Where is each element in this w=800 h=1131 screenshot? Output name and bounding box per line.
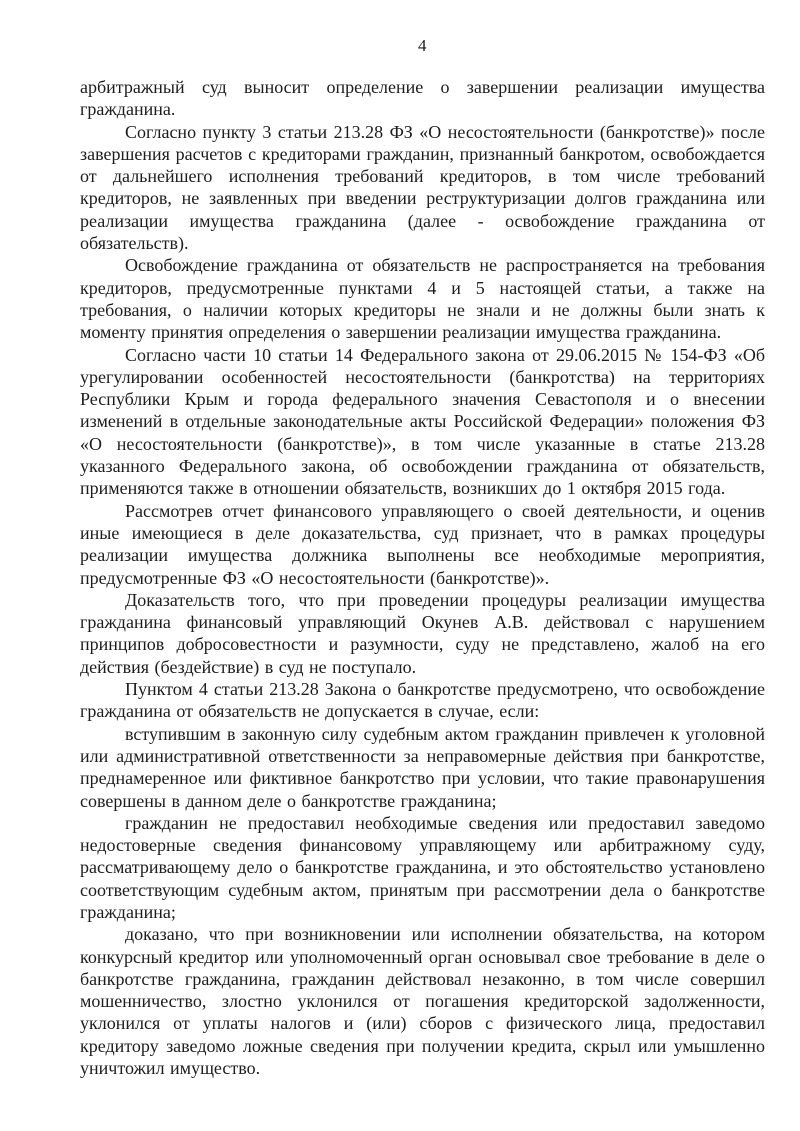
paragraph-continuation: арбитражный суд выносит определение о завершении реализации имущества гражданина. [80,77,765,120]
paragraph: гражданин не предоставил необходимые сведения или предоставил заведомо недостоверные сведения финансовому управляющему или арбитражному суду, рассматривающему дело о банкротстве гражданина, и это обстоятельство установлено соответствующим судебным актом, принятым при рассмотрении дела о банкротстве гражданина; [80,812,765,922]
paragraph: Согласно пункту 3 статьи 213.28 ФЗ «О несостоятельности (банкротстве)» после завершения расчетов с кредиторами гражданин, признанный банкротом, освобождается от дальнейшего исполнения требований кредиторов, в том числе требований кредиторов, не заявленных при введении реструктуризации долгов гражданина или реализации имущества гражданина (далее - освобождение гражданина от обязательств). [80,121,765,254]
paragraph: доказано, что при возникновении или исполнении обязательства, на котором конкурсный кредитор или уполномоченный орган основывал свое требование в деле о банкротстве гражданина, гражданин действовал незаконно, в том числе совершил мошенничество, злостно уклонился от погашения кредиторской задолженности, уклонился от уплаты налогов и (или) сборов с физического лица, предоставил кредитору заведомо ложные сведения при получении кредита, скрыл или умышленно уничтожил имущество. [80,924,765,1079]
document-body [80,76,765,1079]
paragraph: Согласно части 10 статьи 14 Федерального закона от 29.06.2015 № 154-ФЗ «Об урегулировании особенностей несостоятельности (банкротства) на территориях Республики Крым и города федерального значения Севастополя и о внесении изменений в отдельные законодательные акты Российской Федерации» положения ФЗ «О несостоятельности (банкротстве)», в том числе указанные в статье 213.28 указанного Федерального закона, об освобождении гражданина от обязательств, применяются также в отношении обязательств, возникших до 1 октября 2015 года. [80,344,765,499]
page-number: 4 [418,36,427,55]
paragraph: Пунктом 4 статьи 213.28 Закона о банкротстве предусмотрено, что освобождение гражданина от обязательств не допускается в случае, если: [80,679,765,722]
paragraph: Доказательств того, что при проведении процедуры реализации имущества гражданина финансовый управляющий Окунев А.В. действовал с нарушением принципов добросовестности и разумности, суду не представлено, жалоб на его действия (бездействие) в суд не поступало. [80,589,765,677]
paragraph: вступившим в законную силу судебным актом гражданин привлечен к уголовной или административной ответственности за неправомерные действия при банкротстве, преднамеренное или фиктивное банкротство при условии, что такие правонарушения совершены в данном деле о банкротстве гражданина; [80,723,765,811]
paragraph: Освобождение гражданина от обязательств не распространяется на требования кредиторов, предусмотренные пунктами 4 и 5 настоящей статьи, а также на требования, о наличии которых кредиторы не знали и не должны были знать к моменту принятия определения о завершении реализации имущества гражданина. [80,255,765,343]
paragraph: Рассмотрев отчет финансового управляющего о своей деятельности, и оценив иные имеющиеся в деле доказательства, суд признает, что в рамках процедуры реализации имущества должника выполнены все необходимые мероприятия, предусмотренные ФЗ «О несостоятельности (банкротстве)». [80,500,765,588]
